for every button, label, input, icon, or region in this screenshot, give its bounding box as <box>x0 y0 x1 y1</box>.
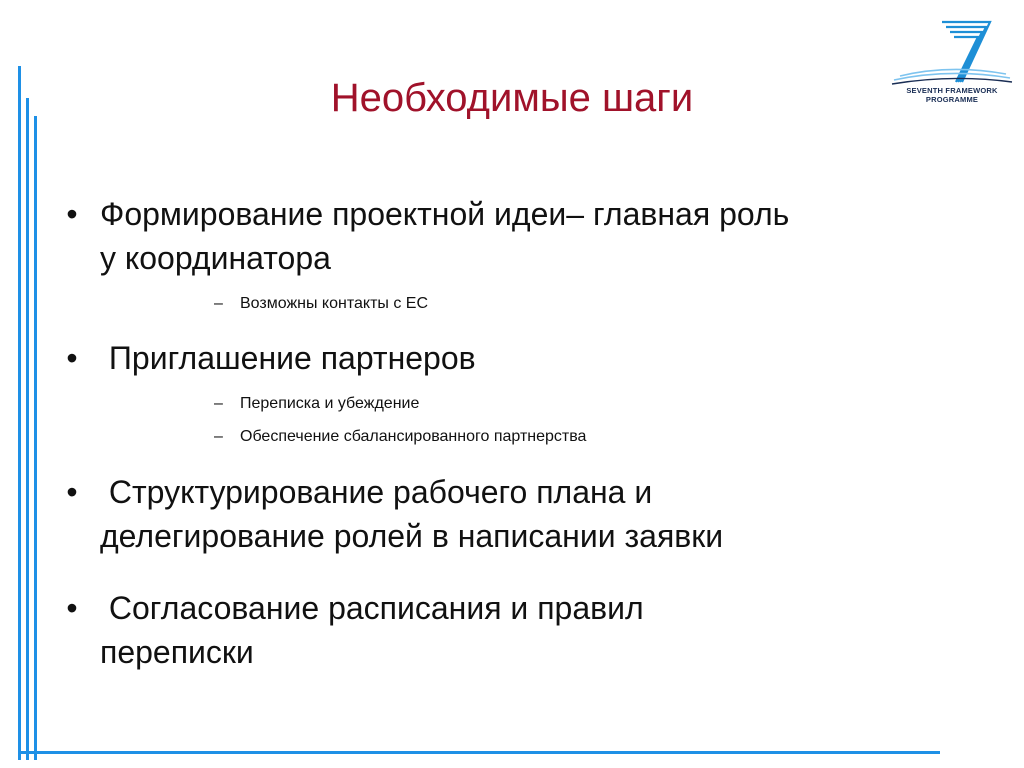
slide-title: Необходимые шаги <box>330 76 694 120</box>
bullet-dot: • <box>66 590 78 626</box>
sub-dash: – <box>214 395 223 412</box>
sub-item-text: Возможны контакты с ЕС <box>240 295 429 312</box>
bullet-3-line-2: делегирование ролей в написании заявки <box>100 518 724 554</box>
logo-text-line1: SEVENTH FRAMEWORK <box>906 86 998 95</box>
sub-item-text: Переписка и убеждение <box>240 395 420 412</box>
bullet-1-line-2: у координатора <box>100 240 331 276</box>
bullet-3-line-1: Структурирование рабочего плана и <box>100 474 653 510</box>
bullet-4-line-1: Согласование расписания и правил <box>100 590 644 626</box>
sub-dash: – <box>214 428 223 445</box>
bullet-2-line-1: Приглашение партнеров <box>100 340 476 376</box>
logo-text-line2: PROGRAMME <box>925 95 979 104</box>
bullet-1-line-1: Формирование проектной идеи– главная роль <box>100 196 790 232</box>
bullet-dot: • <box>66 340 78 376</box>
bullet-dot: • <box>66 474 78 510</box>
bullet-dot: • <box>66 196 78 232</box>
sub-item-text: Обеспечение сбалансированного партнерства <box>240 428 587 445</box>
bullet-4-line-2: переписки <box>100 634 254 670</box>
sub-dash: – <box>214 295 223 312</box>
